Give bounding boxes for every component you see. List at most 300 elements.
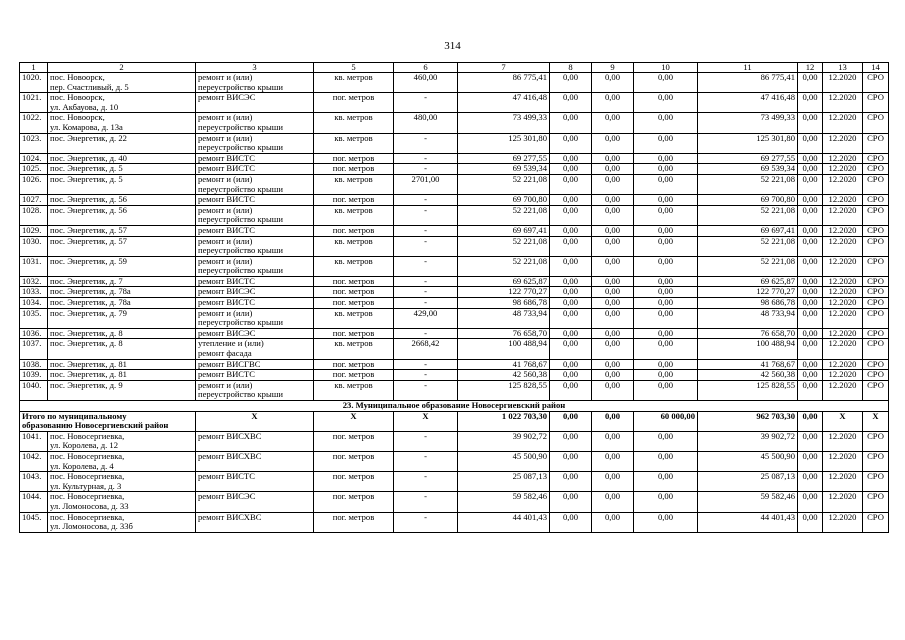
fund-cell: 0,00 xyxy=(550,133,592,153)
work-type-cell-line: ремонт и (или) xyxy=(198,236,253,246)
work-type-cell-line: ремонт ВИСХВС xyxy=(198,431,262,441)
address-cell-line: пос. Новосергиевка, xyxy=(50,471,125,482)
date-cell: 12.2020 xyxy=(823,205,863,225)
row-number: 1034. xyxy=(20,298,48,309)
method-cell: СРО xyxy=(863,236,889,256)
regional-cell: 0,00 xyxy=(592,93,634,113)
quantity-cell: - xyxy=(394,380,458,400)
quantity-cell: - xyxy=(394,359,458,370)
method-cell: СРО xyxy=(863,512,889,532)
local-cell: 0,00 xyxy=(634,236,698,256)
row-number: 1021. xyxy=(20,93,48,113)
address-cell-line: пос. Энергетик, д. 40 xyxy=(50,153,127,163)
table-row xyxy=(20,153,889,164)
local-cell: 0,00 xyxy=(634,298,698,309)
method-cell: СРО xyxy=(863,431,889,451)
regional-cell: 0,00 xyxy=(592,380,634,400)
address-cell xyxy=(48,133,196,153)
date-cell: 12.2020 xyxy=(823,276,863,287)
total-cost-cell: 125 828,55 xyxy=(458,380,550,400)
local-cell: 0,00 xyxy=(634,153,698,164)
other-cell: 0,00 xyxy=(798,359,823,370)
date-cell: 12.2020 xyxy=(823,73,863,93)
owners-cell: 52 221,08 xyxy=(698,174,798,194)
work-type-cell-line: ремонт и (или) xyxy=(198,133,253,143)
work-type-cell xyxy=(196,113,314,133)
table-row xyxy=(20,133,889,153)
owners-cell: 69 697,41 xyxy=(698,225,798,236)
unit-cell: пог. метров xyxy=(314,359,394,370)
address-cell xyxy=(48,492,196,512)
local-cell: 0,00 xyxy=(634,472,698,492)
local-cell: 0,00 xyxy=(634,276,698,287)
date-cell: 12.2020 xyxy=(823,195,863,206)
owners-cell: 42 560,38 xyxy=(698,370,798,381)
method-cell: СРО xyxy=(863,174,889,194)
total-row xyxy=(20,411,889,431)
method-cell: СРО xyxy=(863,308,889,328)
work-type-cell-line: переустройство крыши xyxy=(198,142,283,153)
fund-cell: 0,00 xyxy=(550,153,592,164)
work-type-cell-line: ремонт и (или) xyxy=(198,256,253,266)
row-number: 1023. xyxy=(20,133,48,153)
regional-cell: 0,00 xyxy=(592,512,634,532)
other-cell: 0,00 xyxy=(798,370,823,381)
quantity-cell: - xyxy=(394,472,458,492)
address-cell-line: пос. Новоорск, xyxy=(50,72,105,82)
table-row xyxy=(20,339,889,359)
address-cell xyxy=(48,256,196,276)
other-cell: 0,00 xyxy=(798,451,823,471)
method-cell: СРО xyxy=(863,73,889,93)
other-cell: 0,00 xyxy=(798,431,823,451)
quantity-cell: 460,00 xyxy=(394,73,458,93)
other-cell: 0,00 xyxy=(798,492,823,512)
owners-cell: 69 539,34 xyxy=(698,164,798,175)
row-number: 1045. xyxy=(20,512,48,532)
quantity-cell: - xyxy=(394,133,458,153)
table-row xyxy=(20,164,889,175)
quantity-cell: - xyxy=(394,451,458,471)
table-row xyxy=(20,370,889,381)
work-type-cell xyxy=(196,256,314,276)
quantity-cell: - xyxy=(394,164,458,175)
date-cell: 12.2020 xyxy=(823,370,863,381)
column-number: 14 xyxy=(863,63,889,73)
unit-cell: пог. метров xyxy=(314,93,394,113)
owners-cell: 52 221,08 xyxy=(698,256,798,276)
method-cell: СРО xyxy=(863,451,889,471)
total-cost-cell: 76 658,70 xyxy=(458,328,550,339)
work-type-cell xyxy=(196,225,314,236)
table-row xyxy=(20,359,889,370)
owners-cell: 47 416,48 xyxy=(698,93,798,113)
date-cell: 12.2020 xyxy=(823,431,863,451)
address-cell-line: пос. Энергетик, д. 81 xyxy=(50,359,127,369)
address-cell xyxy=(48,174,196,194)
local-cell: 0,00 xyxy=(634,225,698,236)
row-number: 1024. xyxy=(20,153,48,164)
work-type-cell-line: ремонт ВИСТС xyxy=(198,153,256,163)
local-cell: 0,00 xyxy=(634,256,698,276)
fund-cell: 0,00 xyxy=(550,492,592,512)
quantity-cell: - xyxy=(394,370,458,381)
total-cost-cell: 47 416,48 xyxy=(458,93,550,113)
table-row xyxy=(20,93,889,113)
fund-cell: 0,00 xyxy=(550,380,592,400)
total-cost-cell: 100 488,94 xyxy=(458,339,550,359)
total-cost-cell: 42 560,38 xyxy=(458,370,550,381)
table-row xyxy=(20,298,889,309)
address-cell xyxy=(48,380,196,400)
row-number: 1041. xyxy=(20,431,48,451)
quantity-cell: - xyxy=(394,328,458,339)
other-cell: 0,00 xyxy=(798,256,823,276)
local-cell: 0,00 xyxy=(634,339,698,359)
fund-cell: 0,00 xyxy=(550,472,592,492)
unit-cell: пог. метров xyxy=(314,153,394,164)
unit-cell: кв. метров xyxy=(314,308,394,328)
regional-cell: 0,00 xyxy=(592,328,634,339)
address-cell-line: пос. Энергетик, д. 56 xyxy=(50,194,127,205)
work-type-cell-line: ремонт ВИСТС xyxy=(198,276,256,286)
unit-cell: пог. метров xyxy=(314,195,394,206)
address-cell-line: пос. Энергетик, д. 59 xyxy=(50,256,127,266)
total-cost-cell: 69 539,34 xyxy=(458,164,550,175)
date-cell: 12.2020 xyxy=(823,298,863,309)
date-cell: 12.2020 xyxy=(823,113,863,133)
date-cell: 12.2020 xyxy=(823,153,863,164)
work-type-cell xyxy=(196,512,314,532)
total-unit: X xyxy=(314,411,394,431)
other-cell: 0,00 xyxy=(798,328,823,339)
work-type-cell xyxy=(196,153,314,164)
address-cell-line: ул. Акбауова, д. 10 xyxy=(50,101,119,112)
address-cell-line: ул. Ломоносова, д. 33 xyxy=(50,500,129,511)
work-type-cell-line: переустройство крыши xyxy=(198,121,283,132)
regional-cell: 0,00 xyxy=(592,113,634,133)
row-number: 1029. xyxy=(20,225,48,236)
address-cell-line: пос. Новосергиевка, xyxy=(50,451,125,461)
work-type-cell-line: ремонт ВИСЭС xyxy=(198,92,256,103)
total-label-line: Итого по муниципальному xyxy=(22,411,127,421)
quantity-cell: - xyxy=(394,236,458,256)
total-other: 0,00 xyxy=(798,411,823,431)
method-cell: СРО xyxy=(863,153,889,164)
row-number: 1035. xyxy=(20,308,48,328)
owners-cell: 52 221,08 xyxy=(698,205,798,225)
other-cell: 0,00 xyxy=(798,236,823,256)
table-row xyxy=(20,195,889,206)
address-cell xyxy=(48,195,196,206)
other-cell: 0,00 xyxy=(798,93,823,113)
work-type-cell xyxy=(196,308,314,328)
fund-cell: 0,00 xyxy=(550,195,592,206)
total-cost-cell: 44 401,43 xyxy=(458,512,550,532)
other-cell: 0,00 xyxy=(798,512,823,532)
local-cell: 0,00 xyxy=(634,492,698,512)
table-row xyxy=(20,256,889,276)
other-cell: 0,00 xyxy=(798,113,823,133)
local-cell: 0,00 xyxy=(634,370,698,381)
quantity-cell: - xyxy=(394,287,458,298)
work-type-cell-line: ремонт ВИСТС xyxy=(198,194,256,205)
owners-cell: 122 770,27 xyxy=(698,287,798,298)
total-cost-cell: 122 770,27 xyxy=(458,287,550,298)
total-local: 60 000,00 xyxy=(634,411,698,431)
address-cell-line: пос. Энергетик, д. 5 xyxy=(50,174,123,184)
method-cell: СРО xyxy=(863,298,889,309)
unit-cell: пог. метров xyxy=(314,472,394,492)
work-type-cell xyxy=(196,431,314,451)
address-cell-line: пос. Новосергиевка, xyxy=(50,491,125,502)
total-owners: 962 703,30 xyxy=(698,411,798,431)
regional-cell: 0,00 xyxy=(592,256,634,276)
work-type-cell-line: переустройство крыши xyxy=(198,183,283,194)
work-type-cell-line: ремонт ВИСГВС xyxy=(198,359,261,369)
unit-cell: пог. метров xyxy=(314,512,394,532)
regional-cell: 0,00 xyxy=(592,133,634,153)
local-cell: 0,00 xyxy=(634,174,698,194)
fund-cell: 0,00 xyxy=(550,328,592,339)
regional-cell: 0,00 xyxy=(592,308,634,328)
table-row xyxy=(20,328,889,339)
work-type-cell-line: переустройство крыши xyxy=(198,265,283,276)
fund-cell: 0,00 xyxy=(550,205,592,225)
address-cell-line: пос. Энергетик, д. 78а xyxy=(50,286,131,297)
column-number: 3 xyxy=(196,63,314,73)
work-type-cell-line: ремонт ВИСТС xyxy=(198,471,256,482)
method-cell: СРО xyxy=(863,492,889,512)
local-cell: 0,00 xyxy=(634,431,698,451)
address-cell-line: пос. Энергетик, д. 57 xyxy=(50,236,127,246)
date-cell: 12.2020 xyxy=(823,225,863,236)
method-cell: СРО xyxy=(863,287,889,298)
quantity-cell: - xyxy=(394,195,458,206)
row-number: 1037. xyxy=(20,339,48,359)
work-type-cell-line: ремонт и (или) xyxy=(198,112,253,123)
address-cell xyxy=(48,113,196,133)
quantity-cell: 2701,00 xyxy=(394,174,458,194)
owners-cell: 86 775,41 xyxy=(698,73,798,93)
total-cost-cell: 41 768,67 xyxy=(458,359,550,370)
regional-cell: 0,00 xyxy=(592,195,634,206)
unit-cell: кв. метров xyxy=(314,339,394,359)
regional-cell: 0,00 xyxy=(592,472,634,492)
address-cell xyxy=(48,339,196,359)
work-type-cell-line: переустройство крыши xyxy=(198,81,283,92)
column-number: 1 xyxy=(20,63,48,73)
address-cell-line: пос. Энергетик, д. 57 xyxy=(50,225,127,235)
column-number: 5 xyxy=(314,63,394,73)
address-cell xyxy=(48,236,196,256)
work-type-cell-line: ремонт и (или) xyxy=(198,174,253,184)
owners-cell: 59 582,46 xyxy=(698,492,798,512)
quantity-cell: - xyxy=(394,298,458,309)
quantity-cell: - xyxy=(394,225,458,236)
total-cost-cell: 48 733,94 xyxy=(458,308,550,328)
owners-cell: 125 301,80 xyxy=(698,133,798,153)
local-cell: 0,00 xyxy=(634,205,698,225)
table-row xyxy=(20,205,889,225)
unit-cell: пог. метров xyxy=(314,225,394,236)
work-type-cell-line: ремонт ВИСТС xyxy=(198,225,256,235)
address-cell-line: ул. Культурная, д. 3 xyxy=(50,480,122,491)
other-cell: 0,00 xyxy=(798,472,823,492)
address-cell-line: пос. Энергетик, д. 22 xyxy=(50,133,127,143)
row-number: 1025. xyxy=(20,164,48,175)
table-row xyxy=(20,225,889,236)
row-number: 1022. xyxy=(20,113,48,133)
other-cell: 0,00 xyxy=(798,380,823,400)
table-row xyxy=(20,113,889,133)
address-cell xyxy=(48,328,196,339)
address-cell xyxy=(48,276,196,287)
work-type-cell xyxy=(196,492,314,512)
quantity-cell: - xyxy=(394,93,458,113)
unit-cell: пог. метров xyxy=(314,431,394,451)
fund-cell: 0,00 xyxy=(550,236,592,256)
address-cell xyxy=(48,164,196,175)
method-cell: СРО xyxy=(863,93,889,113)
total-cost-cell: 59 582,46 xyxy=(458,492,550,512)
column-number: 8 xyxy=(550,63,592,73)
total-fund: 0,00 xyxy=(550,411,592,431)
unit-cell: пог. метров xyxy=(314,276,394,287)
table-row xyxy=(20,472,889,492)
row-number: 1039. xyxy=(20,370,48,381)
total-cost-cell: 69 277,55 xyxy=(458,153,550,164)
method-cell: СРО xyxy=(863,380,889,400)
owners-cell: 41 768,67 xyxy=(698,359,798,370)
column-number: 7 xyxy=(458,63,550,73)
work-type-cell xyxy=(196,287,314,298)
table-row xyxy=(20,308,889,328)
method-cell: СРО xyxy=(863,195,889,206)
work-type-cell-line: ремонт ВИСХВС xyxy=(198,512,262,522)
address-cell xyxy=(48,308,196,328)
method-cell: СРО xyxy=(863,276,889,287)
row-number: 1032. xyxy=(20,276,48,287)
row-number: 1043. xyxy=(20,472,48,492)
unit-cell: кв. метров xyxy=(314,380,394,400)
row-number: 1033. xyxy=(20,287,48,298)
owners-cell: 44 401,43 xyxy=(698,512,798,532)
other-cell: 0,00 xyxy=(798,308,823,328)
other-cell: 0,00 xyxy=(798,205,823,225)
unit-cell: кв. метров xyxy=(314,174,394,194)
unit-cell: кв. метров xyxy=(314,236,394,256)
total-cost: 1 022 703,30 xyxy=(458,411,550,431)
work-type-cell-line: переустройство крыши xyxy=(198,389,283,400)
other-cell: 0,00 xyxy=(798,298,823,309)
owners-cell: 52 221,08 xyxy=(698,236,798,256)
fund-cell: 0,00 xyxy=(550,256,592,276)
work-type-cell-line: ремонт ВИСТС xyxy=(198,369,256,380)
local-cell: 0,00 xyxy=(634,93,698,113)
address-cell-line: ул. Королева, д. 4 xyxy=(50,460,114,471)
unit-cell: кв. метров xyxy=(314,113,394,133)
local-cell: 0,00 xyxy=(634,164,698,175)
fund-cell: 0,00 xyxy=(550,174,592,194)
date-cell: 12.2020 xyxy=(823,451,863,471)
date-cell: 12.2020 xyxy=(823,287,863,298)
unit-cell: пог. метров xyxy=(314,287,394,298)
unit-cell: кв. метров xyxy=(314,73,394,93)
capital-repair-table xyxy=(19,62,889,533)
total-cost-cell: 39 902,72 xyxy=(458,431,550,451)
unit-cell: пог. метров xyxy=(314,298,394,309)
total-cost-cell: 45 500,90 xyxy=(458,451,550,471)
address-cell-line: пос. Энергетик, д. 5 xyxy=(50,163,123,174)
total-cost-cell: 69 697,41 xyxy=(458,225,550,236)
address-cell xyxy=(48,359,196,370)
work-type-cell-line: ремонт фасада xyxy=(198,348,252,359)
owners-cell: 76 658,70 xyxy=(698,328,798,339)
owners-cell: 69 700,80 xyxy=(698,195,798,206)
date-cell: 12.2020 xyxy=(823,308,863,328)
total-cost-cell: 69 625,87 xyxy=(458,276,550,287)
total-cost-cell: 52 221,08 xyxy=(458,174,550,194)
date-cell: 12.2020 xyxy=(823,492,863,512)
work-type-cell xyxy=(196,93,314,113)
regional-cell: 0,00 xyxy=(592,431,634,451)
work-type-cell-line: ремонт и (или) xyxy=(198,72,253,82)
total-cost-cell: 52 221,08 xyxy=(458,236,550,256)
address-cell xyxy=(48,153,196,164)
work-type-cell-line: ремонт ВИСЭС xyxy=(198,328,256,338)
fund-cell: 0,00 xyxy=(550,113,592,133)
local-cell: 0,00 xyxy=(634,287,698,298)
table-row xyxy=(20,512,889,532)
date-cell: 12.2020 xyxy=(823,512,863,532)
address-cell-line: пос. Энергетик, д. 81 xyxy=(50,369,127,380)
regional-cell: 0,00 xyxy=(592,276,634,287)
other-cell: 0,00 xyxy=(798,195,823,206)
unit-cell: кв. метров xyxy=(314,256,394,276)
column-number: 10 xyxy=(634,63,698,73)
work-type-cell-line: ремонт ВИСТС xyxy=(198,297,256,308)
table-row xyxy=(20,73,889,93)
regional-cell: 0,00 xyxy=(592,492,634,512)
table-row xyxy=(20,431,889,451)
total-method: X xyxy=(863,411,889,431)
section-heading: 23. Муниципальное образование Новосергиевский район xyxy=(20,401,889,412)
row-number: 1042. xyxy=(20,451,48,471)
fund-cell: 0,00 xyxy=(550,287,592,298)
address-cell xyxy=(48,287,196,298)
date-cell: 12.2020 xyxy=(823,380,863,400)
table-row xyxy=(20,287,889,298)
work-type-cell-line: утепление и (или) xyxy=(198,338,264,349)
fund-cell: 0,00 xyxy=(550,93,592,113)
quantity-cell: - xyxy=(394,512,458,532)
address-cell-line: пос. Новоорск, xyxy=(50,112,105,123)
row-number: 1044. xyxy=(20,492,48,512)
regional-cell: 0,00 xyxy=(592,359,634,370)
quantity-cell: - xyxy=(394,492,458,512)
work-type-cell-line: переустройство крыши xyxy=(198,317,283,328)
other-cell: 0,00 xyxy=(798,287,823,298)
address-cell xyxy=(48,431,196,451)
row-number: 1038. xyxy=(20,359,48,370)
owners-cell: 48 733,94 xyxy=(698,308,798,328)
local-cell: 0,00 xyxy=(634,451,698,471)
address-cell xyxy=(48,370,196,381)
local-cell: 0,00 xyxy=(634,133,698,153)
total-cost-cell: 98 686,78 xyxy=(458,298,550,309)
regional-cell: 0,00 xyxy=(592,174,634,194)
